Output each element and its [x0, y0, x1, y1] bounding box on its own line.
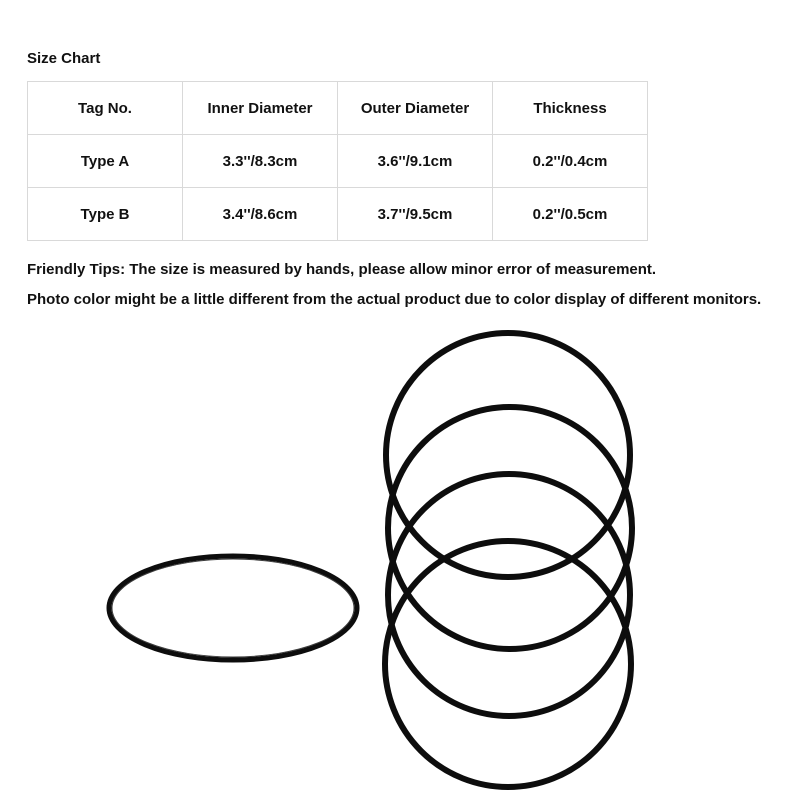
table-cell: Type A	[28, 135, 183, 188]
o-ring-stack-3	[388, 474, 630, 716]
table-cell: 3.7''/9.5cm	[338, 188, 493, 241]
o-ring-stack-2	[388, 407, 632, 649]
table-cell: 0.2''/0.4cm	[493, 135, 648, 188]
size-chart-title: Size Chart	[27, 50, 101, 67]
table-cell: 3.3''/8.3cm	[183, 135, 338, 188]
header-tag-no: Tag No.	[28, 82, 183, 135]
color-disclaimer-text: Photo color might be a little different from the actual product due to color display of different monitors.	[27, 291, 762, 308]
friendly-tips-text: Friendly Tips: The size is measured by hands, please allow minor error of measurement.	[27, 261, 657, 278]
header-outer-diameter: Outer Diameter	[338, 82, 493, 135]
header-thickness: Thickness	[493, 82, 648, 135]
o-ring-flat	[109, 556, 357, 660]
table-cell: 3.4''/8.6cm	[183, 188, 338, 241]
o-ring-flat-highlight	[112, 559, 354, 657]
header-inner-diameter: Inner Diameter	[183, 82, 338, 135]
table-cell: 3.6''/9.1cm	[338, 135, 493, 188]
table-cell: Type B	[28, 188, 183, 241]
table-cell: 0.2''/0.5cm	[493, 188, 648, 241]
